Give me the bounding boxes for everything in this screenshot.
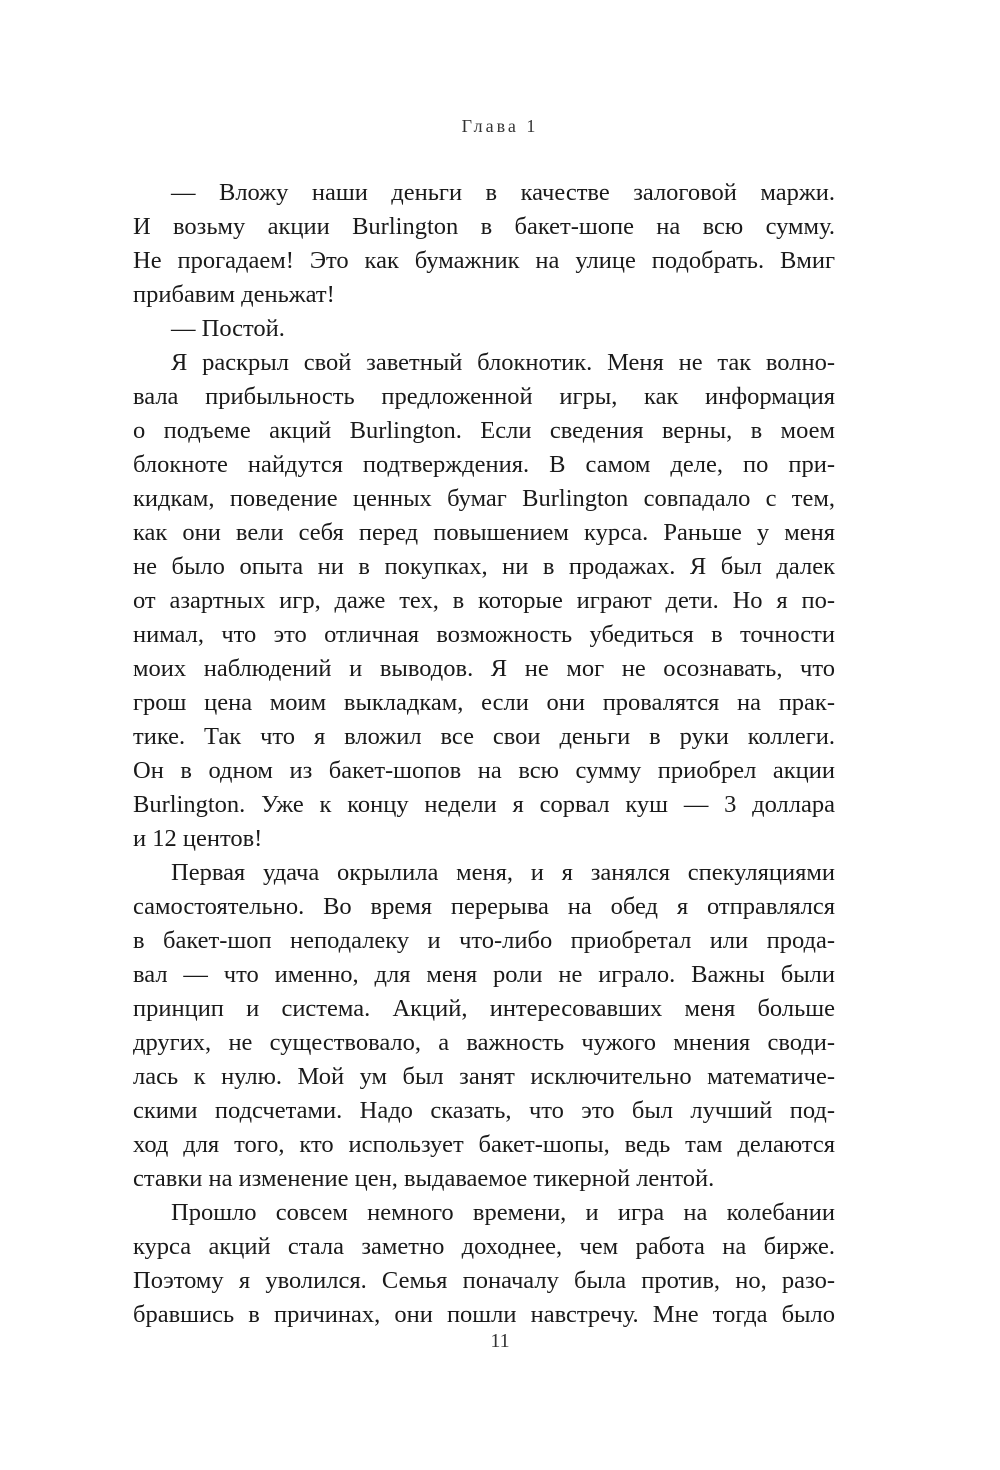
text-line: Не прогадаем! Это как бумажник на улице подобрать. Вмиг [133,247,835,274]
text-line: как они вели себя перед повышением курса. Раньше у меня [133,519,835,546]
text-line: И возьму акции Burlington в бакет-шопе на всю сумму. [133,213,835,240]
text-line: и 12 центов! [133,825,263,852]
text-line: — Вложу наши деньги в качестве залоговой маржи. [171,179,835,206]
text-line: моих наблюдений и выводов. Я не мог не осознавать, что [133,655,835,682]
text-line: Прошло совсем немного времени, и игра на колебании [171,1199,835,1226]
text-line: бравшись в причинах, они пошли навстречу. Мне тогда было [133,1301,835,1328]
text-line: самостоятельно. Во время перерыва на обед я отправлялся [133,893,835,920]
text-line: вала прибыльность предложенной игры, как информация [133,383,835,410]
text-line: грош цена моим выкладкам, если они провалятся на прак- [133,689,835,716]
text-line: вал — что именно, для меня роли не играло. Важны были [133,961,835,988]
text-line: Я раскрыл свой заветный блокнотик. Меня не так волно- [171,349,835,376]
text-line: скими подсчетами. Надо сказать, что это был лучший под- [133,1097,835,1124]
text-line: от азартных игр, даже тех, в которые играют дети. Но я по- [133,587,835,614]
text-line: курса акций стала заметно доходнее, чем работа на бирже. [133,1233,835,1260]
page-number: 11 [490,1330,510,1352]
text-line: Первая удача окрылила меня, и я занялся спекуляциями [171,859,835,886]
text-line: в бакет-шоп неподалеку и что-либо приобретал или прода- [133,927,835,954]
text-line: кидкам, поведение ценных бумаг Burlington совпадало с тем, [133,485,835,512]
text-line: прибавим деньжат! [133,281,335,308]
text-line: блокноте найдутся подтверждения. В самом деле, по при- [133,451,835,478]
text-line: Burlington. Уже к концу недели я сорвал куш — 3 доллара [133,791,835,818]
text-line: тике. Так что я вложил все свои деньги в руки коллеги. [133,723,835,750]
body-text [133,176,835,1332]
text-line: других, не существовало, а важность чужого мнения своди- [133,1029,835,1056]
text-line: Он в одном из бакет-шопов на всю сумму приобрел акции [133,757,835,784]
text-line: — Постой. [171,315,285,342]
text-line: ход для того, кто использует бакет-шопы, ведь там делаются [133,1131,835,1158]
text-line: о подъеме акций Burlington. Если сведения верны, в моем [133,417,835,444]
text-line: нимал, что это отличная возможность убедиться в точности [133,621,835,648]
text-line: не было опыта ни в покупках, ни в продажах. Я был далек [133,553,835,580]
text-line: лась к нулю. Мой ум был занят исключительно математиче- [133,1063,835,1090]
text-line: ставки на изменение цен, выдаваемое тикерной лентой. [133,1165,715,1192]
running-head: Глава 1 [461,116,539,136]
text-line: Поэтому я уволился. Семья поначалу была против, но, разо- [133,1267,835,1294]
text-line: принцип и система. Акций, интересовавших меня больше [133,995,835,1022]
